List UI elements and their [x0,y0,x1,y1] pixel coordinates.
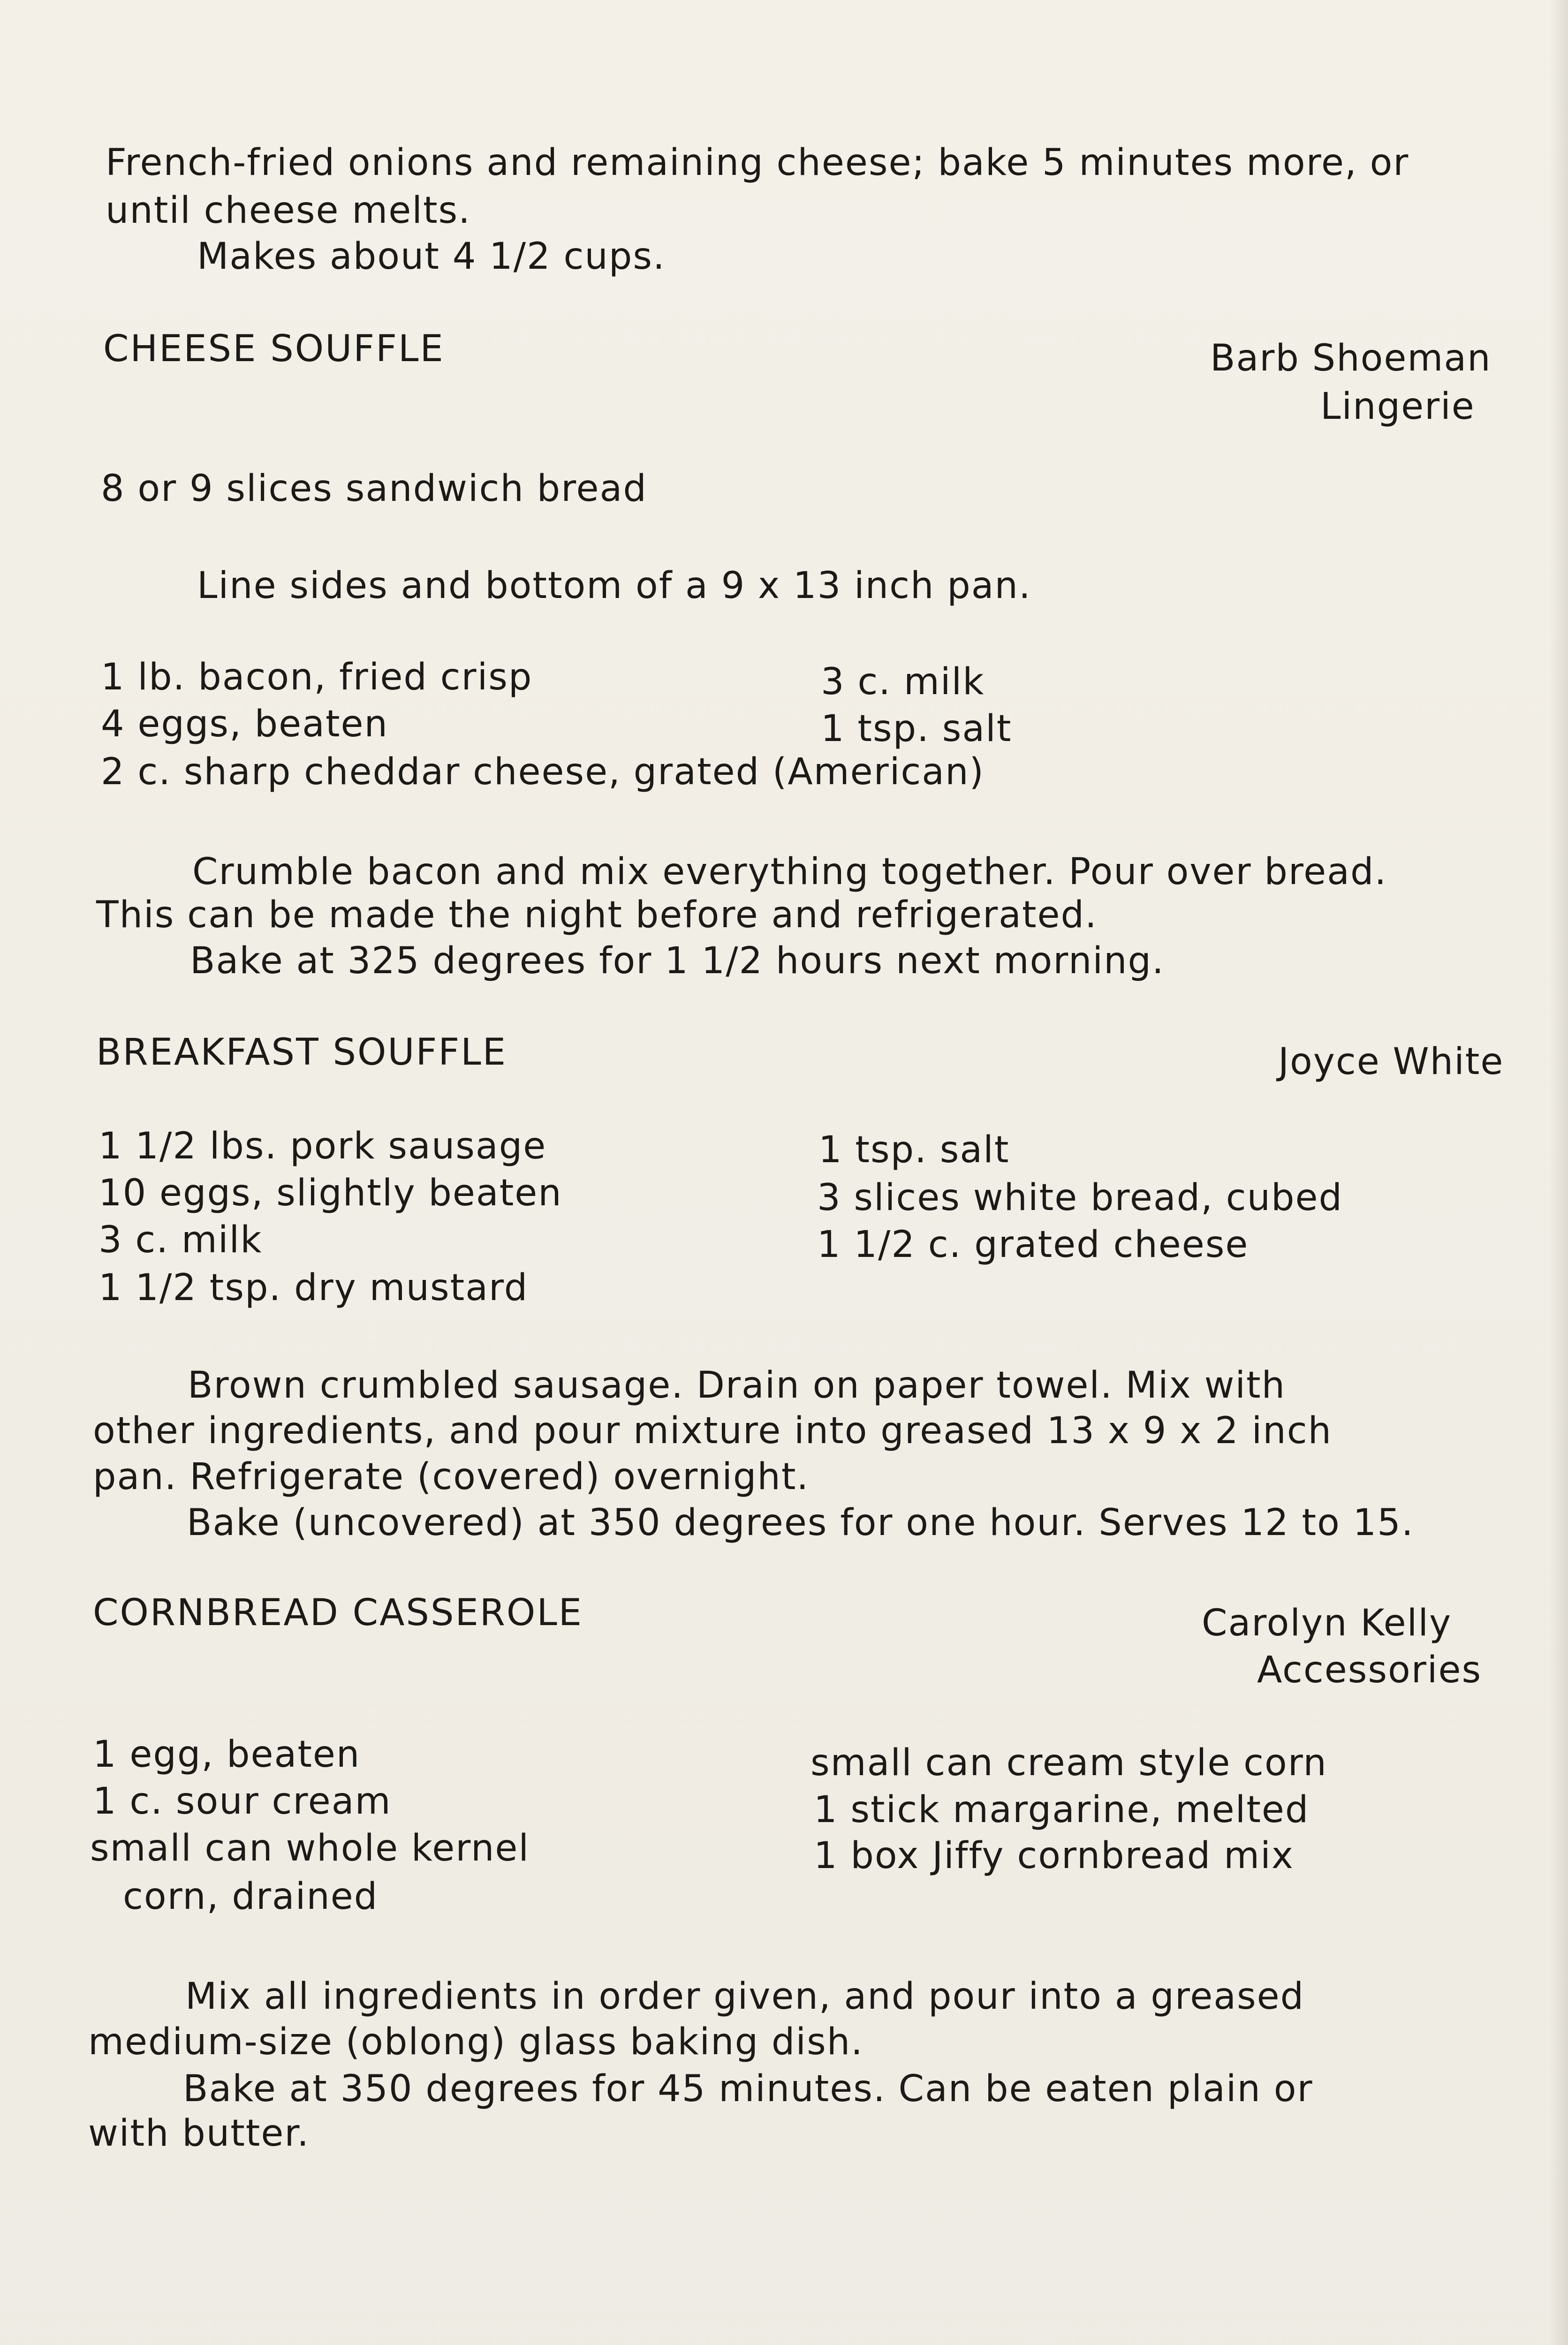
intro-line-3: Makes about 4 1/2 cups. [197,235,666,278]
cheese-souffle-ingredient: 2 c. sharp cheddar cheese, grated (American) [101,751,985,793]
cheese-souffle-title: CHEESE SOUFFLE [103,328,445,370]
breakfast-souffle-direction: pan. Refrigerate (covered) overnight. [93,1456,810,1498]
cornbread-casserole-direction: Mix all ingredients in order given, and pour into a greased [185,1975,1305,2018]
breakfast-souffle-title: BREAKFAST SOUFFLE [96,1031,507,1074]
cheese-souffle-department: Lingerie [1320,386,1475,428]
cheese-souffle-direction: Crumble bacon and mix everything together. Pour over bread. [192,851,1387,893]
breakfast-souffle-author: Joyce White [1278,1041,1504,1083]
intro-line-1: French-fried onions and remaining cheese; bake 5 minutes more, or [106,142,1409,184]
cornbread-casserole-ingredient: corn, drained [123,1876,379,1918]
breakfast-souffle-ingredient: 1 tsp. salt [818,1129,1010,1171]
breakfast-souffle-ingredient: 1 1/2 c. grated cheese [817,1224,1249,1266]
cheese-souffle-ingredient: 3 c. milk [821,661,985,703]
cheese-souffle-ingredient: 1 lb. bacon, fried crisp [101,656,533,698]
cheese-souffle-author: Barb Shoeman [1210,337,1492,379]
cornbread-casserole-ingredient: small can cream style corn [811,1742,1327,1784]
cheese-souffle-direction: This can be made the night before and refrigerated. [96,894,1098,936]
breakfast-souffle-ingredient: 1 1/2 tsp. dry mustard [98,1267,529,1309]
cornbread-casserole-ingredient: small can whole kernel [90,1827,530,1869]
cornbread-casserole-ingredient: 1 box Jiffy cornbread mix [814,1835,1294,1877]
breakfast-souffle-direction: Bake (uncovered) at 350 degrees for one hour. Serves 12 to 15. [187,1502,1414,1544]
cornbread-casserole-title: CORNBREAD CASSEROLE [93,1592,583,1634]
cornbread-casserole-ingredient: 1 egg, beaten [93,1733,361,1776]
cheese-souffle-ingredient: 4 eggs, beaten [101,703,388,745]
cornbread-casserole-direction: with butter. [88,2112,310,2155]
cornbread-casserole-department: Accessories [1257,1649,1482,1691]
cornbread-casserole-ingredient: 1 c. sour cream [93,1780,392,1823]
breakfast-souffle-direction: Brown crumbled sausage. Drain on paper towel. Mix with [188,1364,1286,1407]
cheese-souffle-ingredient: 1 tsp. salt [821,708,1012,750]
cheese-souffle-step: Line sides and bottom of a 9 x 13 inch pan. [197,565,1031,607]
breakfast-souffle-ingredient: 10 eggs, slightly beaten [98,1172,562,1214]
breakfast-souffle-direction: other ingredients, and pour mixture into greased 13 x 9 x 2 inch [93,1410,1333,1452]
cornbread-casserole-ingredient: 1 stick margarine, melted [814,1789,1310,1831]
cornbread-casserole-direction: medium-size (oblong) glass baking dish. [88,2021,864,2063]
breakfast-souffle-ingredient: 1 1/2 lbs. pork sausage [98,1125,547,1167]
cheese-souffle-direction: Bake at 325 degrees for 1 1/2 hours next morning. [190,940,1165,982]
breakfast-souffle-ingredient: 3 slices white bread, cubed [817,1177,1343,1219]
breakfast-souffle-ingredient: 3 c. milk [98,1219,263,1261]
cheese-souffle-bread: 8 or 9 slices sandwich bread [101,468,647,510]
intro-line-2: until cheese melts. [106,189,471,232]
cornbread-casserole-author: Carolyn Kelly [1202,1602,1452,1644]
cornbread-casserole-direction: Bake at 350 degrees for 45 minutes. Can be eaten plain or [183,2068,1313,2110]
